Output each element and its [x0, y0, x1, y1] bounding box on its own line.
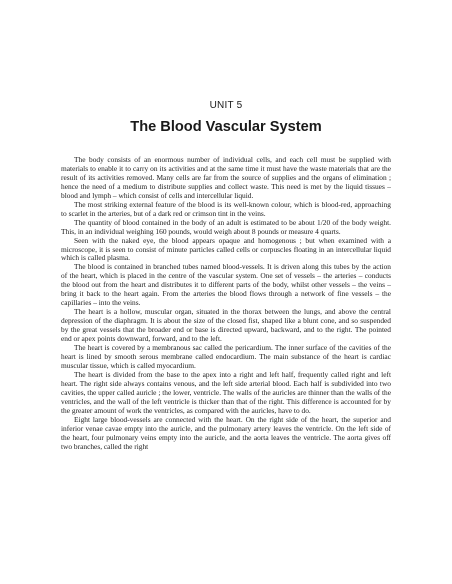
chapter-title: The Blood Vascular System — [130, 119, 322, 135]
paragraph: The most striking external feature of the blood is its well-known colour, which is blood-red, approaching to scarlet in the arteries, but of a dark red or crimson tint in the veins. — [61, 199, 391, 218]
paragraph: The body consists of an enormous number of individual cells, and each cell must be supplied with materials to enable it to carry on its activities and at the same time it must have the waste materials that are the result of its activities removed. Many cells are far from the source of supplies and the organs of elimination ; hence the need of a medium to distribute supplies and collect waste. This need is met by the liquid tissues – blood and lymph – which consist of cells and intercellular liquid. — [61, 155, 391, 200]
paragraph: The quantity of blood contained in the body of an adult is estimated to be about 1/20 of the body weight. This, in an individual weighing 160 pounds, would weigh about 8 pounds or measure 4 quarts. — [61, 217, 391, 236]
paragraph: Seen with the naked eye, the blood appears opaque and homogenous ; but when examined with a microscope, it is seen to consist of minute particles called cells or corpuscles floating in an intercellular liquid which is called plasma. — [61, 235, 391, 263]
unit-label: UNIT 5 — [209, 100, 243, 111]
paragraph: The heart is divided from the base to the apex into a right and left half, frequently called right and left heart. The right side always contains venous, and the left side arterial blood. Each half is subdivided into two cavities, the upper called auricle ; the lower, ventricle. The walls of the auricles are thinner than the walls of the ventricles, and the wall of the left ventricle is thicker than that of the right. This difference is accounted for by the greater amount of work the ventricles, as compared with the auricles, have to do. — [61, 369, 391, 415]
body-text — [61, 156, 391, 451]
paragraph: The heart is a hollow, muscular organ, situated in the thorax between the lungs, and above the central depression of the diaphragm. It is about the size of the closed fist, shaped like a blunt cone, and so suspended by the great vessels that the broader end or base is directed upward, backward, and to the right. The pointed end or apex points downward, forward, and to the left. — [61, 307, 391, 344]
paragraph: Eight large blood-vessels are connected with the heart. On the right side of the heart, the superior and inferior venae cavae empty into the auricle, and the pulmonary artery leaves the ventricle. On the left side of the heart, four pulmonary veins empty into the auricle, and the aorta leaves the ventricle. The aorta gives off two branches, called the right — [61, 414, 391, 451]
paragraph: The blood is contained in branched tubes named blood-vessels. It is driven along this tubes by the action of the heart, which is placed in the centre of the vascular system. One set of vessels – the arteries – conducts the blood out from the heart and distributes it to different parts of the body, whilst other vessels – the veins – bring it back to the heart again. From the arteries the blood flows through a network of fine vessels – the capillaries – into the veins. — [61, 262, 391, 308]
paragraph: The heart is covered by a membranous sac called the pericardium. The inner surface of the cavities of the heart is lined by smooth serous membrane called endocardium. The main substance of the heart is cardiac muscular tissue, which is called myocardium. — [61, 343, 391, 370]
